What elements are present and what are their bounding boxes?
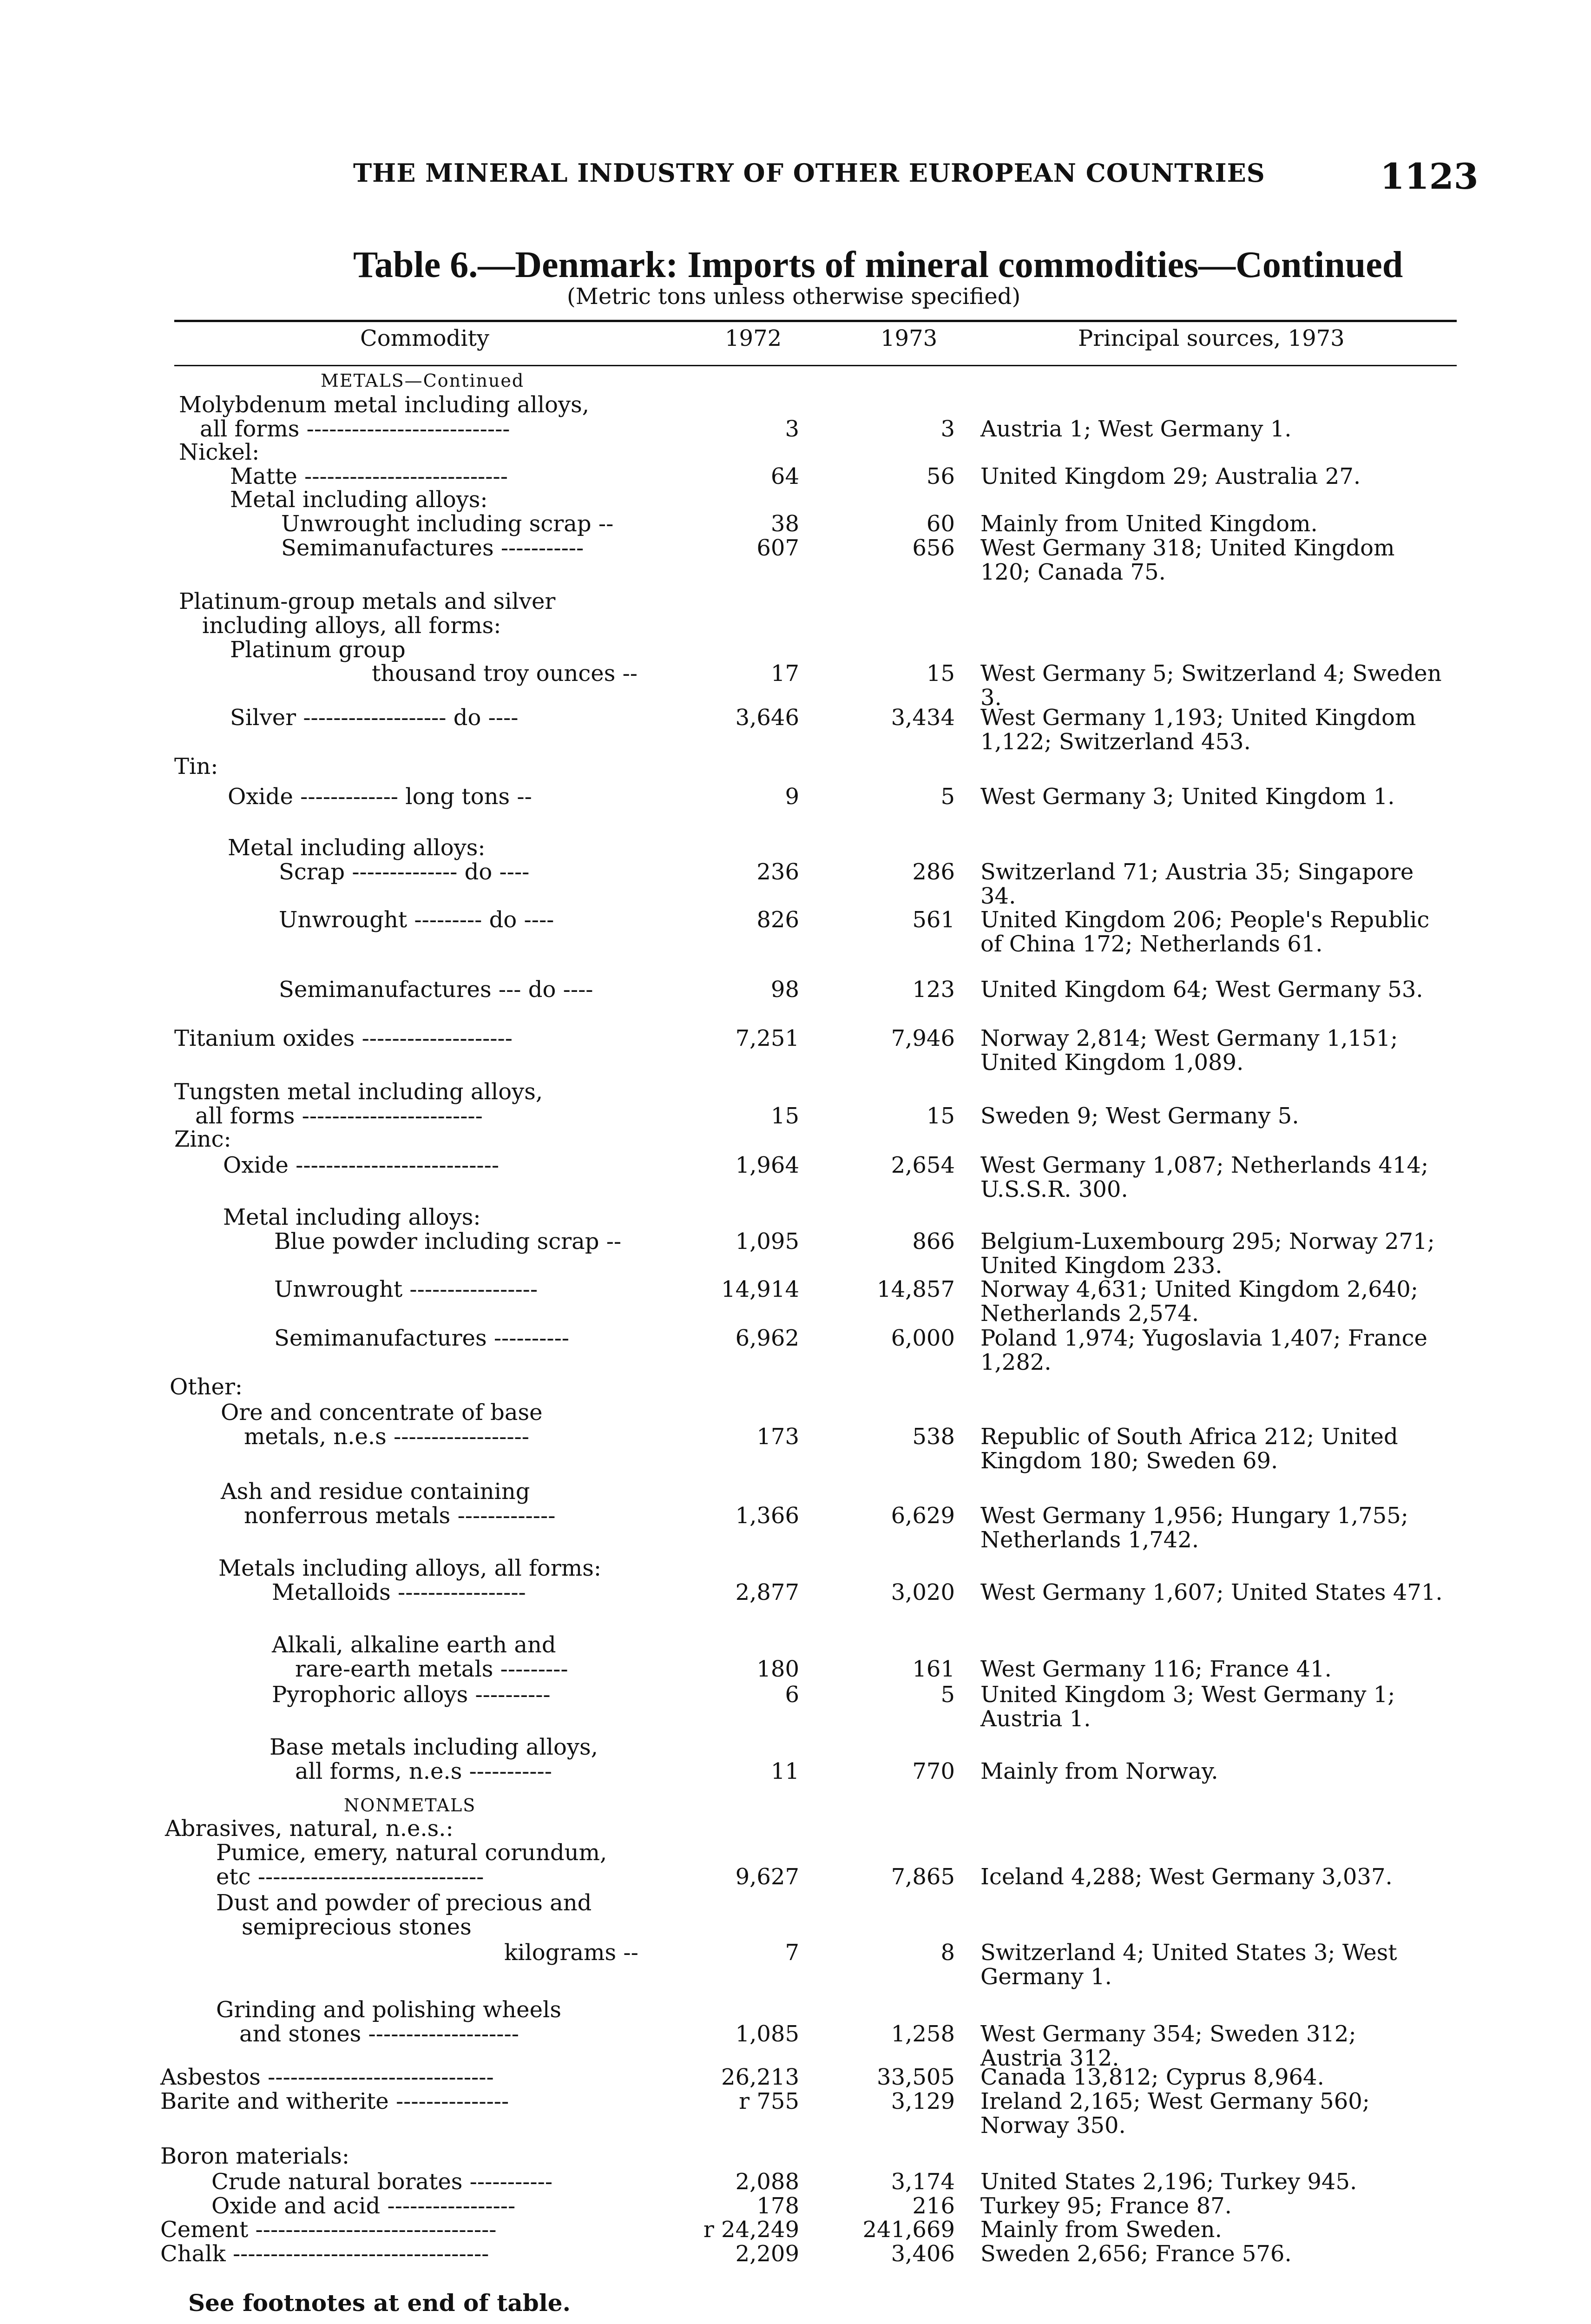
principal-sources: Switzerland 71; Austria 35; Singapore 34. (980, 859, 1414, 909)
commodity-label: including alloys, all forms: (202, 613, 501, 639)
principal-sources: United Kingdom 206; People's Republic of China 172; Netherlands 61. (980, 907, 1430, 957)
principal-sources: Sweden 9; West Germany 5. (980, 1103, 1299, 1129)
value-1972: 826 (756, 907, 799, 933)
value-1972: r 755 (739, 2088, 799, 2114)
value-1972: 26,213 (721, 2064, 799, 2090)
value-1972: 173 (756, 1424, 799, 1450)
value-1972: 2,088 (735, 2169, 799, 2195)
value-1972: 64 (770, 463, 799, 489)
commodity-label: Metalloids ----------------- (272, 1579, 526, 1605)
commodity-label: Ore and concentrate of base (221, 1400, 543, 1426)
value-1973: 123 (912, 977, 955, 1003)
value-1972: 607 (756, 535, 799, 561)
principal-sources: Canada 13,812; Cyprus 8,964. (980, 2064, 1324, 2090)
value-1972: 17 (770, 660, 799, 687)
value-1972: 1,085 (735, 2021, 799, 2047)
commodity-label: Metal including alloys: (230, 487, 488, 513)
value-1973: 2,654 (891, 1152, 955, 1178)
value-1972: 98 (770, 977, 799, 1003)
value-1973: 6,629 (891, 1503, 955, 1529)
principal-sources: West Germany 354; Sweden 312; Austria 312. (980, 2021, 1356, 2071)
principal-sources: West Germany 1,607; United States 471. (980, 1579, 1443, 1605)
value-1972: 15 (770, 1103, 799, 1129)
value-1973: 7,946 (891, 1025, 955, 1051)
value-1973: 3,020 (891, 1579, 955, 1605)
commodity-label: Metals including alloys, all forms: (218, 1555, 602, 1581)
value-1972: 1,964 (735, 1152, 799, 1178)
principal-sources: West Germany 116; France 41. (980, 1656, 1332, 1682)
commodity-label: kilograms -- (504, 1940, 638, 1966)
value-1972: 38 (770, 511, 799, 537)
principal-sources: Republic of South Africa 212; United Kingdom 180; Sweden 69. (980, 1424, 1398, 1474)
commodity-label: all forms, n.e.s ----------- (295, 1758, 552, 1784)
table-subtitle: (Metric tons unless otherwise specified) (567, 284, 1021, 310)
commodity-label: Ash and residue containing (221, 1479, 530, 1505)
commodity-label: Metal including alloys: (223, 1204, 481, 1230)
commodity-label: Platinum-group metals and silver (179, 588, 556, 614)
commodity-label: Unwrought including scrap -- (281, 511, 614, 537)
column-header-1972: 1972 (725, 325, 782, 351)
value-1972: r 24,249 (703, 2217, 799, 2243)
principal-sources: Norway 2,814; West Germany 1,151; United Kingdom 1,089. (980, 1025, 1398, 1076)
commodity-label: Asbestos ------------------------------ (160, 2064, 494, 2090)
commodity-label: Grinding and polishing wheels (216, 1997, 561, 2023)
value-1973: 3,174 (891, 2169, 955, 2195)
principal-sources: West Germany 1,956; Hungary 1,755; Netherlands 1,742. (980, 1503, 1408, 1553)
commodity-label: Oxide --------------------------- (223, 1152, 500, 1178)
commodity-label: Cement -------------------------------- (160, 2217, 497, 2243)
principal-sources: United Kingdom 29; Australia 27. (980, 463, 1361, 489)
principal-sources: Sweden 2,656; France 576. (980, 2241, 1292, 2267)
commodity-label: Scrap -------------- do ---- (279, 859, 530, 885)
value-1973: 3 (940, 416, 955, 442)
value-1972: 236 (756, 859, 799, 885)
commodity-label: Semimanufactures ---------- (274, 1325, 570, 1351)
principal-sources: Mainly from Sweden. (980, 2217, 1222, 2243)
commodity-label: NONMETALS (344, 1795, 476, 1816)
commodity-label: Pyrophoric alloys ---------- (272, 1682, 551, 1708)
principal-sources: United States 2,196; Turkey 945. (980, 2169, 1357, 2195)
commodity-label: Barite and witherite --------------- (160, 2088, 509, 2114)
commodity-label: Metal including alloys: (228, 835, 486, 861)
value-1972: 11 (770, 1758, 799, 1784)
value-1973: 216 (912, 2193, 955, 2219)
value-1973: 161 (912, 1656, 955, 1682)
value-1972: 2,877 (735, 1579, 799, 1605)
commodity-label: Oxide ------------- long tons -- (228, 784, 532, 810)
value-1973: 3,406 (891, 2241, 955, 2267)
running-header: THE MINERAL INDUSTRY OF OTHER EUROPEAN COUNTRIES (353, 158, 1265, 188)
principal-sources: Turkey 95; France 87. (980, 2193, 1232, 2219)
commodity-label: metals, n.e.s ------------------ (244, 1424, 529, 1450)
principal-sources: Mainly from United Kingdom. (980, 511, 1318, 537)
column-header-sources: Principal sources, 1973 (1078, 325, 1345, 351)
principal-sources: United Kingdom 3; West Germany 1; Austria 1. (980, 1682, 1395, 1732)
commodity-label: all forms --------------------------- (200, 416, 510, 442)
commodity-label: Platinum group (230, 637, 406, 663)
commodity-label: Abrasives, natural, n.e.s.: (165, 1816, 454, 1842)
value-1972: 7 (785, 1940, 799, 1966)
column-header-1973: 1973 (881, 325, 938, 351)
column-header-commodity: Commodity (360, 325, 490, 351)
value-1973: 286 (912, 859, 955, 885)
value-1972: 1,095 (735, 1228, 799, 1254)
value-1973: 56 (926, 463, 955, 489)
value-1972: 6 (785, 1682, 799, 1708)
commodity-label: Titanium oxides -------------------- (174, 1025, 513, 1051)
value-1972: 14,914 (721, 1276, 799, 1302)
commodity-label: and stones -------------------- (239, 2021, 519, 2047)
commodity-label: Semimanufactures ----------- (281, 535, 584, 561)
commodity-label: Tungsten metal including alloys, (174, 1079, 543, 1105)
commodity-label: semiprecious stones (242, 1914, 472, 1940)
commodity-label: Unwrought --------- do ---- (279, 907, 554, 933)
commodity-label: etc ------------------------------ (216, 1864, 484, 1890)
commodity-label: Unwrought ----------------- (274, 1276, 538, 1302)
value-1972: 3 (785, 416, 799, 442)
value-1973: 33,505 (877, 2064, 955, 2090)
commodity-label: Chalk ---------------------------------- (160, 2241, 489, 2267)
commodity-label: rare-earth metals --------- (295, 1656, 568, 1682)
principal-sources: Austria 1; West Germany 1. (980, 416, 1292, 442)
principal-sources: West Germany 3; United Kingdom 1. (980, 784, 1395, 810)
value-1972: 6,962 (735, 1325, 799, 1351)
footnote-reference: See footnotes at end of table. (188, 2289, 571, 2317)
principal-sources: Norway 4,631; United Kingdom 2,640; Netherlands 2,574. (980, 1276, 1418, 1327)
commodity-label: Tin: (174, 753, 218, 779)
value-1972: 9,627 (735, 1864, 799, 1890)
principal-sources: West Germany 1,193; United Kingdom 1,122; Switzerland 453. (980, 705, 1416, 755)
value-1972: 3,646 (735, 705, 799, 731)
value-1972: 2,209 (735, 2241, 799, 2267)
commodity-label: Blue powder including scrap -- (274, 1228, 622, 1254)
value-1973: 15 (926, 1103, 955, 1129)
value-1973: 6,000 (891, 1325, 955, 1351)
principal-sources: Switzerland 4; United States 3; West Germany 1. (980, 1940, 1397, 1990)
commodity-label: Matte --------------------------- (230, 463, 508, 489)
principal-sources: Ireland 2,165; West Germany 560; Norway 350. (980, 2088, 1370, 2139)
commodity-label: thousand troy ounces -- (372, 660, 638, 687)
commodity-label: Alkali, alkaline earth and (272, 1632, 556, 1658)
commodity-label: Other: (170, 1374, 243, 1400)
value-1973: 3,434 (891, 705, 955, 731)
principal-sources: Mainly from Norway. (980, 1758, 1218, 1784)
value-1972: 7,251 (735, 1025, 799, 1051)
value-1972: 1,366 (735, 1503, 799, 1529)
value-1973: 656 (912, 535, 955, 561)
value-1973: 15 (926, 660, 955, 687)
commodity-label: nonferrous metals ------------- (244, 1503, 556, 1529)
commodity-label: Crude natural borates ----------- (211, 2169, 553, 2195)
value-1973: 770 (912, 1758, 955, 1784)
page-number: 1123 (1380, 156, 1479, 197)
value-1973: 7,865 (891, 1864, 955, 1890)
commodity-label: Zinc: (174, 1126, 231, 1152)
value-1972: 178 (756, 2193, 799, 2219)
principal-sources: Iceland 4,288; West Germany 3,037. (980, 1864, 1393, 1890)
commodity-label: Molybdenum metal including alloys, (179, 392, 590, 418)
commodity-label: Silver ------------------- do ---- (230, 705, 519, 731)
value-1973: 561 (912, 907, 955, 933)
value-1973: 14,857 (877, 1276, 955, 1302)
commodity-label: Pumice, emery, natural corundum, (216, 1840, 607, 1866)
value-1973: 3,129 (891, 2088, 955, 2114)
commodity-label: METALS—Continued (321, 370, 525, 391)
commodity-label: Dust and powder of precious and (216, 1890, 592, 1916)
value-1972: 180 (756, 1656, 799, 1682)
principal-sources: West Germany 1,087; Netherlands 414; U.S.S.R. 300. (980, 1152, 1429, 1202)
value-1973: 5 (940, 1682, 955, 1708)
value-1973: 241,669 (862, 2217, 955, 2243)
commodity-label: Oxide and acid ----------------- (211, 2193, 516, 2219)
value-1973: 5 (940, 784, 955, 810)
commodity-label: Base metals including alloys, (270, 1734, 598, 1760)
principal-sources: Belgium-Luxembourg 295; Norway 271; United Kingdom 233. (980, 1228, 1435, 1279)
principal-sources: West Germany 318; United Kingdom 120; Canada 75. (980, 535, 1395, 585)
value-1973: 538 (912, 1424, 955, 1450)
principal-sources: West Germany 5; Switzerland 4; Sweden 3. (980, 660, 1442, 711)
value-1973: 866 (912, 1228, 955, 1254)
table-title: Table 6.—Denmark: Imports of mineral commodities—Continued (353, 244, 1403, 285)
commodity-label: Nickel: (179, 439, 260, 465)
principal-sources: United Kingdom 64; West Germany 53. (980, 977, 1423, 1003)
value-1973: 60 (926, 511, 955, 537)
commodity-label: all forms ------------------------ (195, 1103, 483, 1129)
commodity-label: Semimanufactures --- do ---- (279, 977, 593, 1003)
value-1972: 9 (785, 784, 799, 810)
value-1973: 1,258 (891, 2021, 955, 2047)
value-1973: 8 (940, 1940, 955, 1966)
commodity-label: Boron materials: (160, 2143, 350, 2169)
principal-sources: Poland 1,974; Yugoslavia 1,407; France 1,282. (980, 1325, 1427, 1375)
